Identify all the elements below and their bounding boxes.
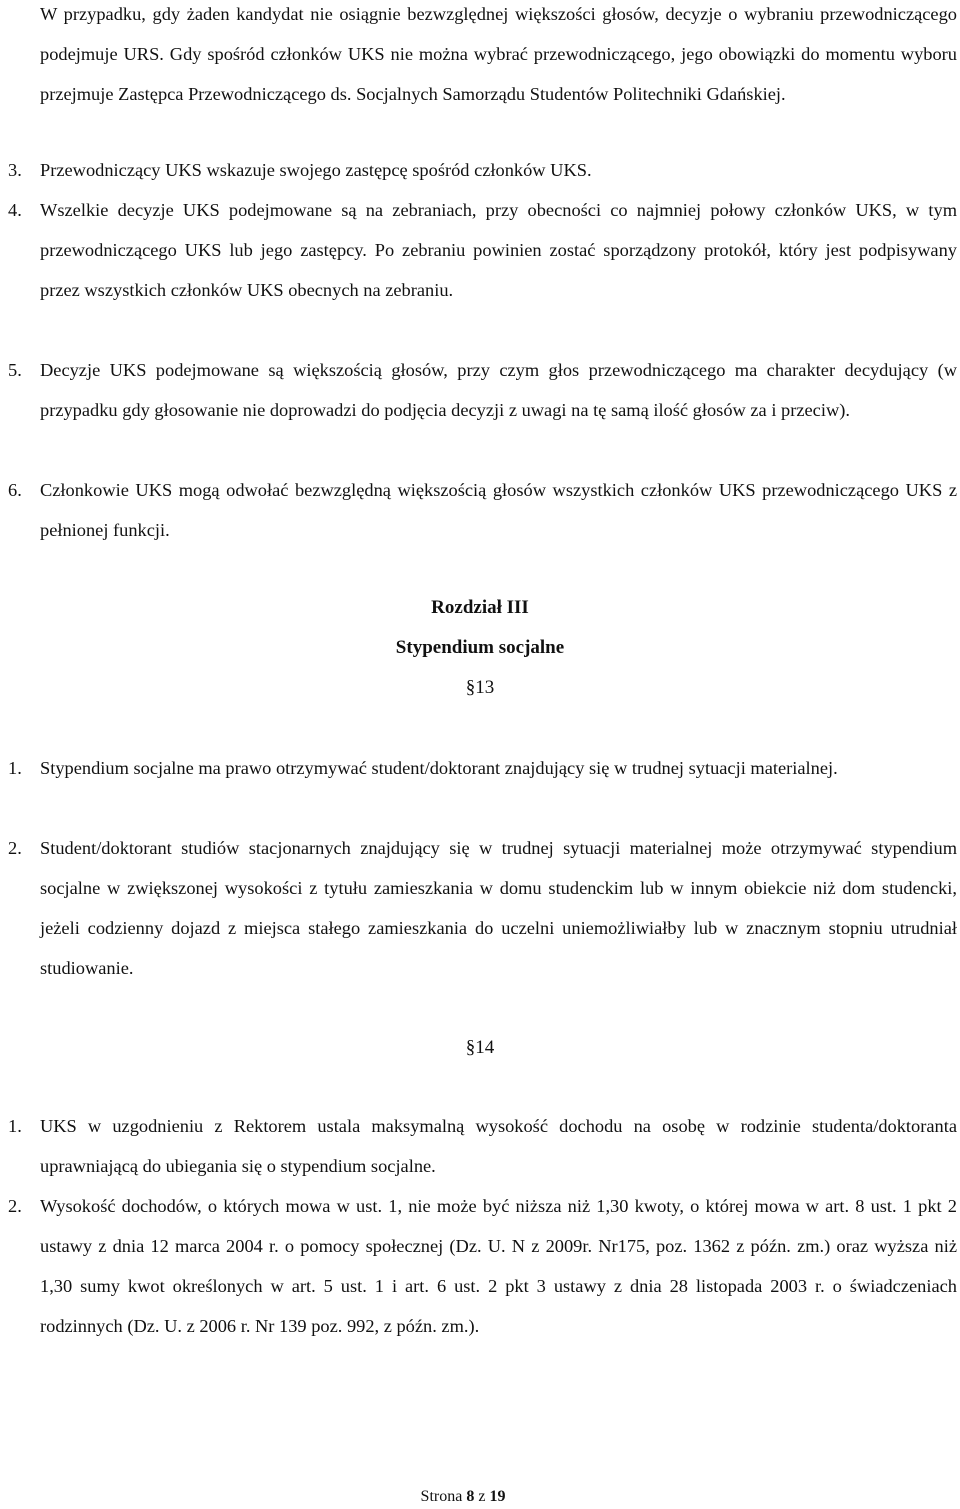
list-item — [8, 350, 957, 430]
list-item — [8, 1186, 957, 1346]
section-13 — [0, 668, 960, 708]
intro-paragraph: W przypadku, gdy żaden kandydat nie osiągnie bezwzględnej większości głosów, decyzje o wybraniu przewodniczącego podejmuje URS. Gdy spośród członków UKS nie można wybrać przewodniczącego, jego obowiązki do momentu wyboru przejmuje Zastępca Przewodniczącego ds. Socjalnych Samorządu Studentów Politechniki Gdańskiej. — [40, 4, 957, 104]
item-number: 2. — [8, 1196, 22, 1216]
item-number: 1. — [8, 758, 22, 778]
list-item — [8, 470, 957, 550]
chapter-title: Rozdział III — [431, 597, 529, 618]
list-item — [8, 190, 957, 310]
footer-page-number: 8 — [466, 1488, 475, 1505]
item-text: Członkowie UKS mogą odwołać bezwzględną większością głosów wszystkich członków UKS przewodniczącego UKS z pełnionej funkcji. — [40, 480, 957, 540]
section-number: 13 — [475, 677, 495, 698]
section-sign-icon: § — [465, 1037, 476, 1058]
item-text: Decyzje UKS podejmowane są większością głosów, przy czym głos przewodniczącego ma charakter decydujący (w przypadku gdy głosowanie nie doprowadzi do podjęcia decyzji z uwagi na tę samą ilość głosów za i przeciw). — [40, 360, 957, 420]
section-14 — [0, 1028, 960, 1068]
item-number: 5. — [8, 360, 22, 380]
footer-separator: z — [478, 1488, 486, 1505]
item-text: Przewodniczący UKS wskazuje swojego zastępcę spośród członków UKS. — [40, 160, 592, 180]
item-text: Stypendium socjalne ma prawo otrzymywać student/doktorant znajdujący się w trudnej sytuacji materialnej. — [40, 758, 838, 778]
list-item — [8, 828, 957, 988]
section-number: 14 — [475, 1037, 495, 1058]
footer-total-pages: 19 — [489, 1488, 506, 1505]
item-number: 6. — [8, 480, 22, 500]
item-text: Wszelkie decyzje UKS podejmowane są na zebraniach, przy obecności co najmniej połowy członków UKS, w tym przewodniczącego UKS lub jego zastępcy. Po zebraniu powinien zostać sporządzony protokół, który jest podpisywany przez wszystkich członków UKS obecnych na zebraniu. — [40, 200, 957, 300]
list-item — [8, 150, 957, 190]
item-number: 4. — [8, 200, 22, 220]
item-text: Wysokość dochodów, o których mowa w ust. 1, nie może być niższa niż 1,30 kwoty, o której mowa w art. 8 ust. 1 pkt 2 ustawy z dnia 12 marca 2004 r. o pomocy społecznej (Dz. U. N z 2009r. Nr175, poz. 1362 z późn. zm.) oraz wyższa niż 1,30 sumy kwot określonych w art. 5 ust. 1 i art. 6 ust. 2 pkt 3 ustawy z dnia 28 listopada 2003 r. o świadczeniach rodzinnych (Dz. U. z 2006 r. Nr 139 poz. 992, z późn. zm.). — [40, 1196, 957, 1336]
item-number: 1. — [8, 1116, 22, 1136]
page-footer — [0, 1488, 926, 1506]
list-item — [8, 748, 957, 788]
item-text: UKS w uzgodnieniu z Rektorem ustala maksymalną wysokość dochodu na osobę w rodzinie studenta/doktoranta uprawniającą do ubiegania się o stypendium socjalne. — [40, 1116, 957, 1176]
chapter-subtitle: Stypendium socjalne — [395, 637, 565, 658]
footer-prefix: Strona — [420, 1488, 463, 1505]
list-item — [8, 1106, 957, 1186]
item-number: 3. — [8, 160, 22, 180]
section-sign-icon: § — [465, 677, 476, 698]
item-text: Student/doktorant studiów stacjonarnych znajdujący się w trudnej sytuacji materialnej może otrzymywać stypendium socjalne w zwiększonej wysokości z tytułu zamieszkania w domu studenckim lub w innym obiekcie niż dom studencki, jeżeli codzienny dojazd z miejsca stałego zamieszkania do uczelni uniemożliwiałby lub w znacznym stopniu utrudniał studiowanie. — [40, 838, 957, 978]
item-number: 2. — [8, 838, 22, 858]
